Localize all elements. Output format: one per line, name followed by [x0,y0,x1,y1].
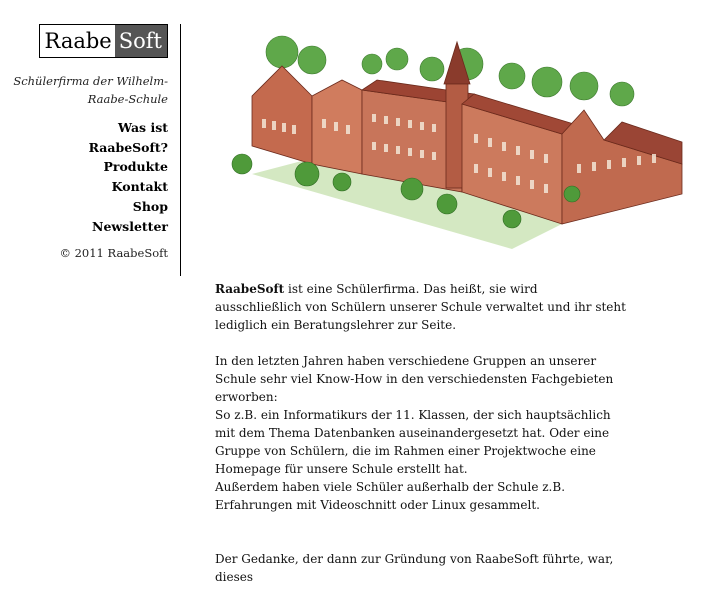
nav-newsletter[interactable]: Newsletter [92,218,168,234]
founding-paragraph: Der Gedanke, der dann zur Gründung von RaabeSoft führte, war, dieses [215,552,614,584]
history-paragraph [215,352,627,514]
main-nav [88,118,168,236]
nav-shop[interactable]: Shop [132,198,168,214]
history-line-2: So z.B. ein Informatikurs der 11. Klassen, der sich hauptsächlich mit dem Thema Datenbanken auseinandergesetzt hat. Oder eine Gruppe von Schülern, die im Rahmen einer Projektwoche eine Homepage für unsere Schule erstellt hat. [215,408,611,476]
nav-was-ist-raabesoft[interactable]: Was ist RaabeSoft? [88,120,168,155]
raabesoft-logo[interactable] [39,24,168,58]
tagline: Schülerfirma der Wilhelm-Raabe-Schule [13,74,168,106]
intro-text: ist eine Schülerfirma. Das heißt, sie wird ausschließlich von Schülern unserer Schule verwaltet und ihr steht lediglich ein Beratungslehrer zur Seite. [215,282,626,332]
intro-paragraph [215,280,627,334]
nav-kontakt[interactable]: Kontakt [111,179,168,195]
history-line-1: In den letzten Jahren haben verschiedene Gruppen an unserer Schule sehr viel Know-How in den verschiedensten Fachgebieten erworben: [215,354,614,404]
logo-part-soft: Soft [115,25,167,57]
nav-produkte[interactable]: Produkte [103,159,168,175]
copyright: © 2011 RaabeSoft [59,246,168,260]
sidebar [0,24,181,276]
school-building-illustration [212,24,692,264]
history-line-3: Außerdem haben viele Schüler außerhalb der Schule z.B. Erfahrungen mit Videoschnitt oder Linux gesammelt. [215,480,566,512]
main-content [215,280,627,604]
intro-lead-raabesoft: RaabeSoft [215,282,285,296]
logo-part-raabe: Raabe [40,25,115,57]
